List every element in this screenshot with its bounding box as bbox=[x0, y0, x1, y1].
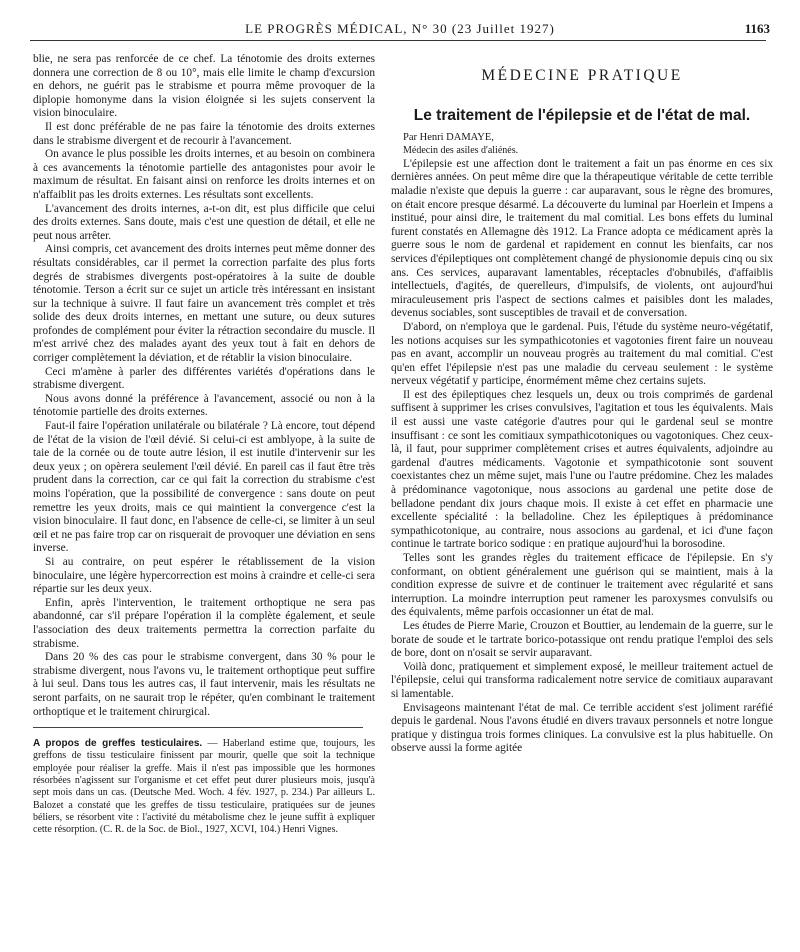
article-title: Le traitement de l'épilepsie et de l'état de mal. bbox=[413, 106, 751, 124]
right-column bbox=[391, 53, 773, 940]
left-paragraph: Ainsi compris, cet avancement des droits internes peut même donner des résultats considérables, car il permet la correction parfaite des plus forts degrés de strabismes divergents post-opératoires à la suite de double ténotomie. Terson a écrit sur ce sujet un article très intéressant en insistant sur la technique à suivre. Il faut faire un avancement très complet et très solide des deux droits internes, en mettant une suture, ou deux sutures profondes de complément pour éviter la rétraction secondaire du muscle. Il m'est arrivé chez des malades ayant des yeux tout à fait en dehors de corriger complètement la déviation, et de rétablir la vision binoculaire. bbox=[33, 243, 375, 365]
left-paragraph: Faut-il faire l'opération unilatérale ou bilatérale ? Là encore, tout dépend de l'état de la vision de l'œil dévié. Si celui-ci est amblyope, à la suite de taie de la cornée ou de toute autre lésion, il est inutile d'intervenir sur les deux yeux ; on opèrera seulement l'œil dévié. En pareil cas il faut être très prudent dans la correction, car ce qui fait la correction du strabisme c'est moins l'opération, que la possibilité de convergence : sans doute on peut remettre les yeux droits, mais ce qui maintient la convergence c'est la vision binoculaire. Il faut donc, en l'absence de celle-ci, se limiter à un seul œil et ne pas faire trop car on risquerait de provoquer une déviation en sens inverse. bbox=[33, 420, 375, 555]
left-column bbox=[33, 53, 375, 940]
left-paragraph: L'avancement des droits internes, a-t-on dit, est plus difficile que celui des droits externes. Sans doute, mais c'est une question de détail, et elle ne peut nous arrêter. bbox=[33, 202, 375, 242]
left-paragraph: Enfin, après l'intervention, le traitement orthoptique ne sera pas abandonné, car s'il prépare l'opération il la complète également, et seule l'association des deux traitements permettra la correction parfaite du strabisme. bbox=[33, 596, 375, 650]
page-number: 1163 bbox=[744, 21, 770, 36]
author-affiliation: Médecin des asiles d'aliénés. bbox=[403, 145, 519, 157]
right-paragraph: L'épilepsie est une affection dont le traitement a fait un pas énorme en ces six dernières années. On peut même dire que la thérapeutique véritable de cette terrible maladie n'existe que depuis la guerre : car auparavant, sous le règne des bromures, on était encore presque désarmé. La découverte du luminal par Hoerlein et Impens a institué, pour ainsi dire, le traitement du mal comitial. Les bons effets du luminal furent constatés en Allemagne dès 1912. La France adopta ce médicament après la guerre sous le nom de gardenal et rapidement en connut les bienfaits, car nos services d'épileptiques ont complètement changé de physionomie depuis cinq ou six ans. Ces services, auparavant lamentables, réceptacles d'obnubilés, d'affaiblis intellectuels, d'agités, de querelleurs, d'impulsifs, de violents, ont aujourd'hui miraculeusement pris l'aspect de sections calmes et paisibles dont les malades, devenus sociables, sont susceptibles de travail et de conversation. bbox=[391, 157, 773, 320]
running-title: LE PROGRÈS MÉDICAL, N° 30 (23 Juillet 1927) bbox=[245, 21, 555, 36]
right-paragraph: Voilà donc, pratiquement et simplement exposé, le meilleur traitement actuel de l'épilepsie, celui qui transforma radicalement notre service de comitiaux auparavant si lamentable. bbox=[391, 660, 773, 700]
article-byline: Par Henri DAMAYE, bbox=[403, 131, 494, 143]
left-paragraph: blie, ne sera pas renforcée de ce chef. La ténotomie des droits externes donnera une correction de 8 ou 10°, mais elle limite le champ d'excursion en dehors, ne guérit pas le strabisme et pourra même provoquer de la diplopie homonyme dans la vision éloignée si les sujets conservent la vision binoculaire. bbox=[33, 53, 375, 120]
left-paragraph: Si au contraire, on peut espérer le rétablissement de la vision binoculaire, une légère hypercorrection est moins à craindre et celle-ci sera répartie sur les deux yeux. bbox=[33, 555, 375, 596]
page-header bbox=[0, 0, 800, 38]
right-paragraph: Les études de Pierre Marie, Crouzon et Bouttier, au lendemain de la guerre, sur le borate de soude et le tartrate borico-potassique ont rendu pratique l'emploi des sels de bore, dont on n'osait se servir auparavant. bbox=[391, 619, 773, 660]
left-paragraph: Il est donc préférable de ne pas faire la ténotomie des droits externes dans le strabisme divergent et de recourir à l'avancement. bbox=[33, 120, 375, 147]
left-paragraph: On avance le plus possible les droits internes, et au besoin on combinera à ces avancements la ténotomie partielle des antagonistes pour avoir le maximum de résultat. En faisant ainsi on renforce les droits internes et on n'affaiblit pas les droits externes. Les résultats sont excellents. bbox=[33, 148, 375, 201]
left-paragraph: Ceci m'amène à parler des différentes variétés d'opérations dans le strabisme divergent. bbox=[33, 365, 375, 392]
header-rule bbox=[30, 40, 766, 41]
left-paragraph: Dans 20 % des cas pour le strabisme convergent, dans 30 % pour le strabisme divergent, nous l'avons vu, le traitement orthoptique peut suffire à lui seul. Dans tous les autres cas, il faut intervenir, mais les résultats ne seront parfaits, on ne saurait trop le répéter, qu'en combinant le traitement orthoptique et le traitement chirurgical. bbox=[33, 651, 375, 718]
right-paragraph: Envisageons maintenant l'état de mal. Ce terrible accident s'est joliment raréfié depuis le gardenal. Nous l'avons étudié en divers travaux personnels et notre longue pratique y distingua trois formes cliniques. La convulsive est la plus habituelle. On observe aussi la forme agitée bbox=[391, 701, 773, 755]
footnote bbox=[33, 738, 375, 836]
right-paragraph: Telles sont les grandes règles du traitement efficace de l'épilepsie. En s'y conformant, on obtient généralement une guérison qui se maintient, mais à la condition expresse de suivre et de continuer le traitement avec régularité et sans interruption. La moindre interruption peut ramener les paroxysmes convulsifs ou des équivalents, même parfois occasionner un état de mal. bbox=[391, 552, 773, 619]
left-paragraph: Nous avons donné la préférence à l'avancement, associé ou non à la ténotomie partielle des droits externes. bbox=[33, 392, 375, 419]
footnote-heading: A propos de greffes testiculaires. bbox=[33, 738, 203, 750]
right-paragraph: D'abord, on n'employa que le gardenal. Puis, l'étude du système neuro-végétatif, les notions acquises sur les sympathicotonies et vagotonies firent faire un nouveau pas en avant, accomplir un nouveau progrès au traitement du mal comitial. C'est qu'en effet l'épilepsie n'est pas une maladie du cerveau seulement : le système nerveux végétatif y participe, énormément même chez certains sujets. bbox=[391, 320, 773, 388]
footnote-divider bbox=[33, 727, 363, 728]
footnote-body: — Haberland estime que, toujours, les greffons de tissu testiculaire finissent par mourir, quelle que soit la technique employée pour réaliser la greffe. Mais il n'est pas impossible que les hormones résorbées n'agissent sur l'organisme et cet effet peut durer plusieurs mois, jusqu'à sept mois dans un cas. (Deutsche Med. Woch. 4 fév. 1927, p. 234.) Par ailleurs L. Balozet a constaté que les greffes de tissu testiculaire, pratiquées sur de jeunes béliers, se résorbent vite : l'activité du métabolisme chez le jeune suffit à expliquer cette résorption. (C. R. de la Soc. de Biol., 1927, XCVI, 104.) Henri Vignes. bbox=[33, 738, 375, 836]
section-heading: MÉDECINE PRATIQUE bbox=[481, 67, 683, 84]
right-paragraph: Il est des épileptiques chez lesquels un, deux ou trois comprimés de gardenal suffisent à supprimer les crises convulsives, l'agitation et tous les équivalents. Mais il est aussi une vaste catégorie d'autres pour qui le gardenal seul se montre insuffisant : ce sont les comitiaux sympathicotoniques ou vagotoniques. Chez ceux-là, il faut, pour supprimer complètement crises et autres équivalents, adjoindre au gardenal d'autres médicaments. Vagotonie et sympathicotonie sont souvent coexistantes chez un même sujet, mais l'une ou l'autre prédomine. Chez les malades à prédominance vagotonique, nous associons au gardenal une petite dose de belladone pendant dix jours chaque mois. Il existe à cet effet en pharmacie une excellente spécialité : la belladoline. Chez les épileptiques à prédominance sympathicotonique, au contraire, nous associons au gardenal, et ici d'une façon continue le tartrate borico sodique : en pratique aujourd'hui la borosodine. bbox=[391, 388, 773, 551]
